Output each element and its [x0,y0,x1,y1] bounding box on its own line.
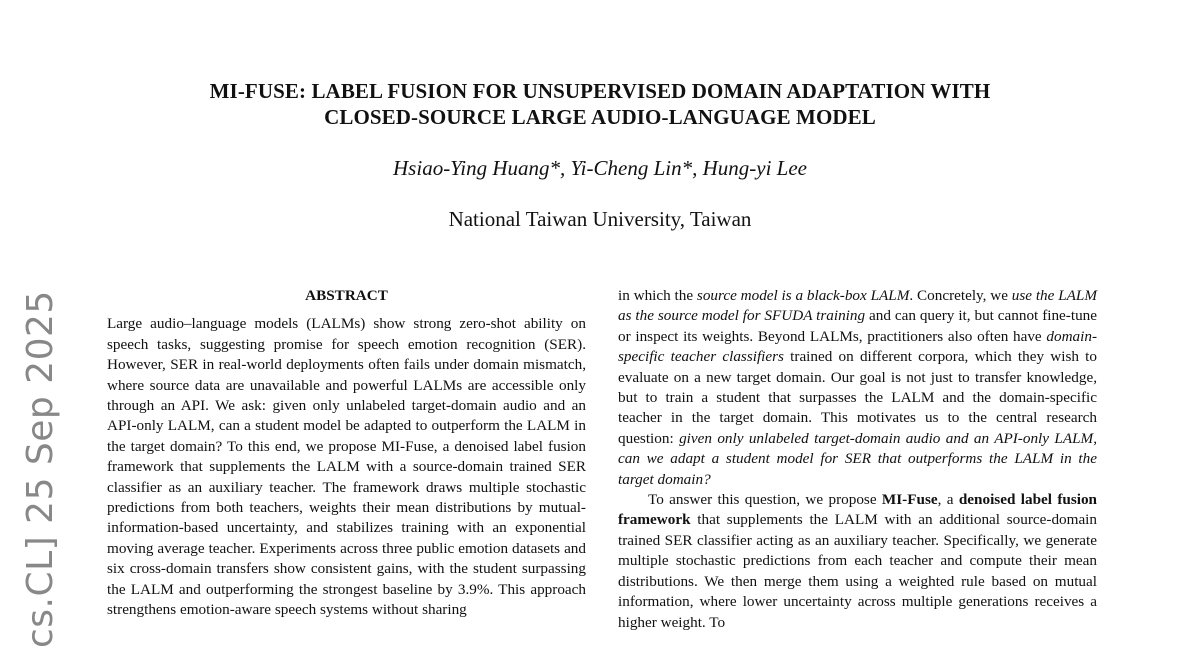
paper-title-line-2: CLOSED-SOURCE LARGE AUDIO-LANGUAGE MODEL [324,105,876,129]
p2-segment: denoised label fusion framework [618,491,1097,529]
intro-paragraph-1 [618,286,1097,490]
abstract-text: Large audio–language models (LALMs) show strong zero-shot ability on speech tasks, suggesting promise for speech emotion recognition (SER). However, SER in real-world deployments often fails under domain mismatch, where source data are unavailable and powerful LALMs are accessible only through an API. We ask: given only unlabeled target-domain audio and an API-only LALM, can a student model be adapted to outperform the LALM in the target domain? To this end, we propose MI-Fuse, a denoised label fusion framework that supplements the LALM with a source-domain trained SER classifier as an auxiliary teacher. The framework draws multiple stochastic predictions from both teachers, weights their mean distributions by mutual-information-based uncertainty, and stabilizes training with an exponential moving average teacher. Experiments across three public emotion datasets and six cross-domain transfers show consistent gains, with the student surpassing the LALM and outperforming the strongest baseline by 3.9%. This approach strengthens emotion-aware speech systems without sharing [107,315,586,619]
p2-segment: MI-Fuse [881,491,938,509]
p1-segment: . Concretely, we [909,287,1012,304]
p1-segment: source model is a black-box LALM [696,287,910,304]
arxiv-stamp: cs.CL] 25 Sep 2025 [20,290,61,648]
p2-segment: , a [937,491,959,509]
intro-paragraph-2 [618,490,1097,633]
abstract-heading: ABSTRACT [305,287,388,304]
p1-segment: domain-specific teacher classifiers [618,327,1097,366]
p1-segment: trained on different corpora, which they wish to evaluate on a new target domain. Our goal is not just to transfer knowledge, but to train a student that surpasses the LALM and the domain-specific teacher in the target domain. This motivates us to the central research question: [618,348,1097,447]
paper-title [100,78,1100,130]
paper-affiliation: National Taiwan University, Taiwan [448,207,752,231]
paper-title-line-1: MI-FUSE: LABEL FUSION FOR UNSUPERVISED DOMAIN ADAPTATION WITH [209,79,991,103]
p1-segment: given only unlabeled target-domain audio and an API-only LALM, can we adapt a student model for SER that outperforms the LALM in the target domain? [618,429,1097,488]
paper-authors: Hsiao-Ying Huang*, Yi-Cheng Lin*, Hung-yi Lee [393,156,807,180]
p1-segment: use the LALM as the source model for SFUDA training [618,287,1098,325]
p2-segment: that supplements the LALM with an additional source-domain trained SER classifier acting as an auxiliary teacher. Specifically, we generate multiple stochastic predictions from each teacher and compute their mean distributions. We then merge them using a weighted rule based on mutual information, where lower uncertainty across multiple generations receives a higher weight. To [618,511,1097,631]
right-column [618,286,1097,633]
p1-segment: and can query it, but cannot fine-tune or inspect its weights. Beyond LALMs, practitioners also often have [618,307,1098,345]
p2-segment: To answer this question, we propose [648,491,882,509]
left-column [107,286,586,621]
p1-segment: in which the [618,287,697,304]
